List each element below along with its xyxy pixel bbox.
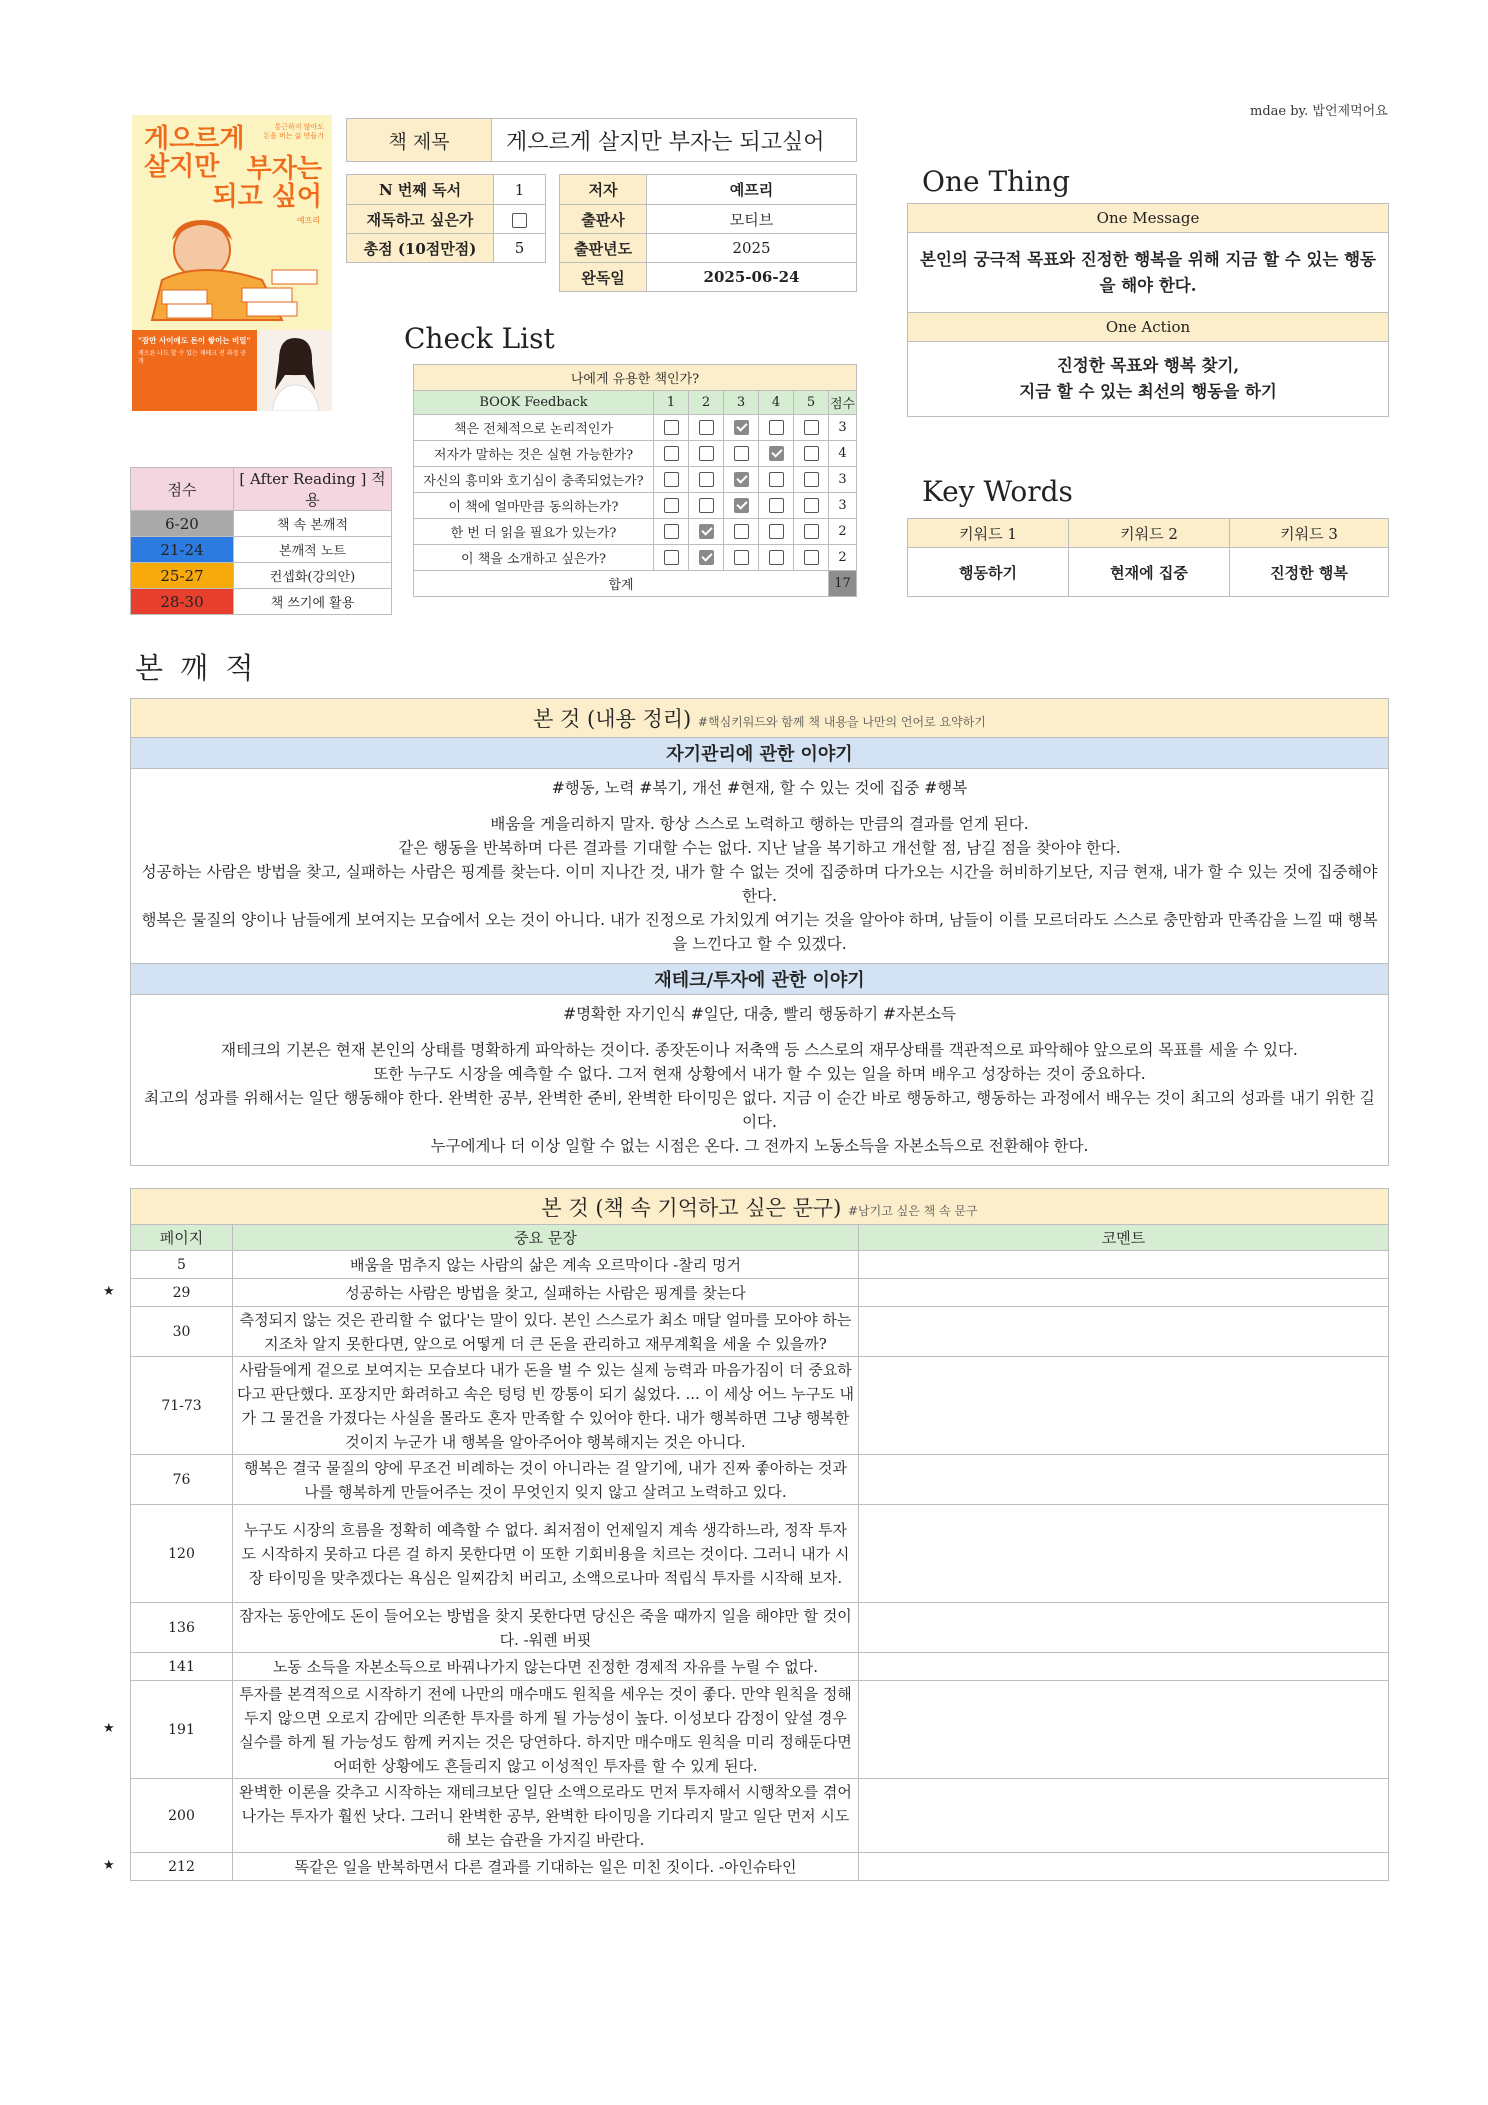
section-body: 배움을 게을리하지 말자. 항상 스스로 노력하고 행하는 만큼의 결과를 얻게 된다. 같은 행동을 반복하며 다른 결과를 기대할 수는 없다. 지난 날을 복기하고 개선할 점, 남길 점을 찾아야 한다. 성공하는 사람은 방법을 찾고, 실패하는 사람은 핑계를 찾는다. 이미 지나간 것, 내가 할 수 없는 것에 집중하며 다가오는 시간을 허비하기보단, 지금 현재, 내가 할 수 있는 것에 집중해야 한다. 행복은 물질의 양이나 남들에게 보여지는 모습에서 오는 것이 아니다. 내가 진정으로 가치있게 여기는 것을 알아야 하며, 남들이 이를 모르더라도 스스로 충만함과 만족감을 느낄 때 행복을 느낀다고 할 수 있겠다. — [141, 815, 1378, 953]
reading-stats-table — [346, 174, 546, 263]
score-legend-header: [ After Reading ] 적용 — [234, 468, 392, 511]
one-thing-table — [907, 203, 1389, 417]
quote-page: 30 — [131, 1307, 233, 1357]
checklist-total-label: 합계 — [414, 571, 829, 597]
checklist-question: 책은 전체적으로 논리적인가 — [414, 415, 654, 441]
checklist-cell[interactable] — [724, 415, 759, 441]
checklist-cell[interactable] — [759, 493, 794, 519]
checklist-cell[interactable] — [759, 519, 794, 545]
quote-row — [131, 1455, 1389, 1505]
checkbox[interactable] — [734, 446, 749, 461]
quote-page: 200 — [131, 1779, 233, 1853]
checklist-cell[interactable] — [689, 493, 724, 519]
checkbox[interactable] — [664, 524, 679, 539]
keyword-value: 현재에 집중 — [1069, 548, 1230, 597]
checklist-row — [414, 441, 857, 467]
checklist-cell[interactable] — [794, 519, 829, 545]
quote-page: 5 — [131, 1251, 233, 1279]
quote-page: 212 — [131, 1853, 233, 1881]
quote-page: 141 — [131, 1653, 233, 1681]
summary-note: #핵심키워드와 함께 책 내용을 나만의 언어로 요약하기 — [697, 715, 986, 729]
summary-table — [130, 698, 1389, 1166]
reading-count-label: N 번째 독서 — [347, 175, 494, 205]
score-legend-header: 점수 — [131, 468, 234, 511]
quote-comment[interactable] — [859, 1251, 1389, 1279]
checklist-question: 이 책을 소개하고 싶은가? — [414, 545, 654, 571]
cover-banner: "잠만 사이에도 돈이 쌓이는 비밀" — [138, 336, 251, 345]
checkbox[interactable] — [804, 498, 819, 513]
book-title-value: 게으르게 살지만 부자는 되고싶어 — [492, 119, 857, 162]
checkbox[interactable] — [804, 472, 819, 487]
publisher-value: 모티브 — [647, 205, 857, 234]
reading-count-value: 1 — [494, 175, 546, 205]
quote-text: 노동 소득을 자본소득으로 바꿔나가지 않는다면 진정한 경제적 자유를 누릴 수 없다. — [233, 1653, 859, 1681]
credit-text: mdae by. 밥언제먹어요 — [1250, 104, 1388, 119]
one-action-label: One Action — [908, 313, 1389, 342]
quote-text: 잠자는 동안에도 돈이 들어오는 방법을 찾지 못한다면 당신은 죽을 때까지 일을 해야만 할 것이다. -워렌 버핏 — [233, 1603, 859, 1653]
checkbox[interactable] — [699, 498, 714, 513]
checklist-row — [414, 519, 857, 545]
checklist-cell[interactable] — [759, 467, 794, 493]
quote-comment[interactable] — [859, 1505, 1389, 1603]
checkbox[interactable] — [769, 550, 784, 565]
quote-row — [131, 1505, 1389, 1603]
checkbox[interactable] — [734, 472, 749, 487]
quote-text: 똑같은 일을 반복하면서 다른 결과를 기대하는 일은 미친 짓이다. -아인슈타인 — [233, 1853, 859, 1881]
quote-page: 71-73 — [131, 1357, 233, 1455]
quote-page: 120 — [131, 1505, 233, 1603]
cover-author: 예프리 — [296, 216, 320, 225]
checklist-score-col: 점수 — [829, 391, 857, 415]
checkbox[interactable] — [699, 472, 714, 487]
checkbox[interactable] — [699, 524, 714, 539]
quotes-table — [130, 1188, 1389, 1881]
checklist-cell[interactable] — [654, 519, 689, 545]
checklist-cell[interactable] — [724, 493, 759, 519]
author-photo — [257, 330, 332, 411]
star-marker: ★ — [103, 1283, 115, 1299]
pub-year-value: 2025 — [647, 234, 857, 263]
score-range: 25-27 — [131, 563, 234, 589]
section-body: 재테크의 기본은 현재 본인의 상태를 명확하게 파악하는 것이다. 종잣돈이나 저축액 등 스스로의 재무상태를 객관적으로 파악해야 앞으로의 목표를 세울 수 있다. 또한 누구도 시장을 예측할 수 없다. 그저 현재 상황에서 내가 할 수 있는 일을 하며 배우고 성장하는 것이 중요하다. 최고의 성과를 위해서는 일단 행동해야 한다. 완벽한 공부, 완벽한 준비, 완벽한 타이밍은 없다. 지금 이 순간 바로 행동하고, 행동하는 과정에서 배우는 것이 최고의 성과를 내기 위한 길이다. 누구에게나 더 이상 일할 수 없는 시점은 온다. 그 전까지 노동소득을 자본소득으로 전환해야 한다. — [144, 1041, 1375, 1155]
publisher-label: 출판사 — [560, 205, 647, 234]
checklist-cell[interactable] — [689, 441, 724, 467]
checklist-cell[interactable] — [759, 441, 794, 467]
checkbox[interactable] — [769, 498, 784, 513]
checkbox[interactable] — [734, 420, 749, 435]
cover-banner-sub: 게으른 나도 할 수 있는 재테크 전 과정 공개 — [138, 350, 246, 365]
checklist-row — [414, 467, 857, 493]
pub-year-label: 출판년도 — [560, 234, 647, 263]
finish-date-value: 2025-06-24 — [647, 263, 857, 292]
quote-page: 29 — [131, 1279, 233, 1307]
quote-comment[interactable] — [859, 1307, 1389, 1357]
one-message-label: One Message — [908, 204, 1389, 233]
quote-header-text: 중요 문장 — [233, 1225, 859, 1251]
checklist-cell[interactable] — [724, 441, 759, 467]
checklist-cell[interactable] — [689, 519, 724, 545]
keyword-label: 키워드 1 — [908, 519, 1069, 548]
book-info-table — [559, 174, 857, 292]
checklist-header: 나에게 유용한 책인가? — [414, 365, 857, 391]
checklist-cell[interactable] — [724, 467, 759, 493]
one-message-text: 본인의 궁극적 목표와 진정한 행복을 위해 지금 할 수 있는 행동을 해야 한다. — [908, 233, 1389, 313]
checklist-cell[interactable] — [654, 467, 689, 493]
checkbox[interactable] — [734, 498, 749, 513]
quote-row — [131, 1603, 1389, 1653]
reread-checkbox[interactable] — [512, 213, 527, 228]
checkbox[interactable] — [699, 446, 714, 461]
section-heading: 자기관리에 관한 이야기 — [131, 738, 1389, 769]
checklist-cell[interactable] — [794, 441, 829, 467]
cover-tagline: 통근하지 않아도 돈을 버는 삶 만들기 — [263, 123, 324, 140]
checklist-total-value: 17 — [829, 571, 857, 597]
quote-text: 행복은 결국 물질의 양에 무조건 비례하는 것이 아니라는 걸 알기에, 내가 진짜 좋아하는 것과 나를 행복하게 만들어주는 것이 무엇인지 잊지 않고 살려고 노력하고 있다. — [233, 1455, 859, 1505]
checklist-question: 한 번 더 읽을 필요가 있는가? — [414, 519, 654, 545]
checkbox[interactable] — [769, 472, 784, 487]
checkbox[interactable] — [804, 550, 819, 565]
checklist-cell[interactable] — [759, 545, 794, 571]
keyword-label: 키워드 3 — [1230, 519, 1389, 548]
checklist-question: 이 책에 얼마만큼 동의하는가? — [414, 493, 654, 519]
checklist-cell[interactable] — [654, 415, 689, 441]
quote-comment[interactable] — [859, 1455, 1389, 1505]
one-thing-title: One Thing — [922, 165, 1071, 198]
quote-row — [131, 1357, 1389, 1455]
checkbox[interactable] — [699, 420, 714, 435]
checklist-cell[interactable] — [654, 545, 689, 571]
checkbox[interactable] — [734, 524, 749, 539]
quote-comment[interactable] — [859, 1853, 1389, 1881]
book-cover — [132, 115, 332, 411]
checklist-row — [414, 415, 857, 441]
checklist-table — [413, 364, 857, 597]
keywords-table — [907, 518, 1389, 597]
checklist-col: 4 — [759, 391, 794, 415]
total-score-label: 총점 (10점만점) — [347, 234, 494, 263]
quotes-title: 본 것 (책 속 기억하고 싶은 문구) — [541, 1195, 842, 1220]
checklist-cell[interactable] — [654, 493, 689, 519]
checkbox[interactable] — [734, 550, 749, 565]
bonkkaejeok-title: 본 깨 적 — [135, 651, 258, 685]
checklist-cell[interactable] — [794, 415, 829, 441]
one-action-text: 진정한 목표와 행복 찾기, 지금 할 수 있는 최선의 행동을 하기 — [908, 342, 1389, 417]
quote-text: 사람들에게 겉으로 보여지는 모습보다 내가 돈을 벌 수 있는 실제 능력과 마음가짐이 더 중요하다고 판단했다. 포장지만 화려하고 속은 텅텅 빈 깡통이 되기 싫었다. ... 이 세상 어느 누구도 내가 그 물건을 가졌다는 사실을 몰라도 혼자 만족할 수 있어야 한다. 내가 행복하면 그냥 행복한 것이지 누군가 내 행복을 알아주어야 행복해지는 것은 아니다. — [233, 1357, 859, 1455]
score-action: 책 쓰기에 활용 — [234, 589, 392, 615]
score-range: 21-24 — [131, 537, 234, 563]
checklist-score: 3 — [829, 493, 857, 519]
checkbox[interactable] — [664, 472, 679, 487]
checkbox[interactable] — [769, 524, 784, 539]
checklist-col-title: BOOK Feedback — [414, 391, 654, 415]
cover-illustration — [132, 210, 332, 330]
checklist-question: 자신의 흥미와 호기심이 충족되었는가? — [414, 467, 654, 493]
quote-text: 완벽한 이론을 갖추고 시작하는 재테크보단 일단 소액으로라도 먼저 투자해서 시행착오를 겪어나가는 투자가 훨씬 낫다. 그러니 완벽한 공부, 완벽한 타이밍을 기다리지 말고 일단 먼저 시도해 보는 습관을 가지길 바란다. — [233, 1779, 859, 1853]
quote-text: 성공하는 사람은 방법을 찾고, 실패하는 사람은 핑계를 찾는다 — [233, 1279, 859, 1307]
keyword-value: 진정한 행복 — [1230, 548, 1389, 597]
checkbox[interactable] — [769, 446, 784, 461]
section-tags: #명확한 자기인식 #일단, 대충, 빨리 행동하기 #자본소득 — [563, 1005, 956, 1023]
checklist-cell[interactable] — [654, 441, 689, 467]
checklist-row — [414, 493, 857, 519]
score-legend-table — [130, 467, 392, 615]
star-marker: ★ — [103, 1857, 115, 1873]
checkbox[interactable] — [804, 420, 819, 435]
quote-text: 누구도 시장의 흐름을 정확히 예측할 수 없다. 최저점이 언제일지 계속 생각하느라, 정작 투자도 시작하지 못하고 다른 걸 하지 못한다면 이 또한 기회비용을 치르는 것이다. 그러니 내가 시장 타이밍을 맞추겠다는 욕심은 일찌감치 버리고, 소액으로나마 적립식 투자를 시작해 보자. — [233, 1505, 859, 1603]
checklist-score: 2 — [829, 545, 857, 571]
checkbox[interactable] — [804, 524, 819, 539]
checklist-cell[interactable] — [759, 415, 794, 441]
quote-row — [131, 1653, 1389, 1681]
checklist-cell[interactable] — [724, 545, 759, 571]
checkbox[interactable] — [664, 446, 679, 461]
checklist-score: 3 — [829, 467, 857, 493]
checklist-cell[interactable] — [794, 545, 829, 571]
checklist-col: 5 — [794, 391, 829, 415]
section-heading: 재테크/투자에 관한 이야기 — [131, 964, 1389, 995]
quote-row — [131, 1251, 1389, 1279]
checklist-cell[interactable] — [794, 467, 829, 493]
quote-page: 191 — [131, 1681, 233, 1779]
quotes-note: #남기고 싶은 책 속 문구 — [847, 1203, 978, 1218]
checklist-question: 저자가 말하는 것은 실현 가능한가? — [414, 441, 654, 467]
checklist-cell[interactable] — [689, 415, 724, 441]
quote-comment[interactable] — [859, 1653, 1389, 1681]
cover-title-line: 게으르게 — [144, 124, 245, 154]
reread-checkbox-cell[interactable] — [494, 205, 546, 234]
checklist-cell[interactable] — [794, 493, 829, 519]
checklist-col: 1 — [654, 391, 689, 415]
summary-title: 본 것 (내용 정리) — [533, 707, 692, 731]
checkbox[interactable] — [664, 498, 679, 513]
cover-title-line: 부자는 — [246, 154, 322, 184]
checklist-cell[interactable] — [724, 519, 759, 545]
checklist-cell[interactable] — [689, 467, 724, 493]
total-score-value: 5 — [494, 234, 546, 263]
score-action: 컨셉화(강의안) — [234, 563, 392, 589]
reread-label: 재독하고 싶은가 — [347, 205, 494, 234]
score-action: 책 속 본깨적 — [234, 511, 392, 537]
quote-comment[interactable] — [859, 1603, 1389, 1653]
checkbox[interactable] — [769, 420, 784, 435]
quote-page: 76 — [131, 1455, 233, 1505]
keyword-label: 키워드 2 — [1069, 519, 1230, 548]
checklist-score: 2 — [829, 519, 857, 545]
quote-text: 측정되지 않는 것은 관리할 수 없다'는 말이 있다. 본인 스스로가 최소 매달 얼마를 모아야 하는지조차 알지 못한다면, 앞으로 어떻게 더 큰 돈을 관리하고 재무계획을 세울 수 있을까? — [233, 1307, 859, 1357]
cover-title-line: 살지만 — [144, 152, 220, 182]
quote-comment[interactable] — [859, 1681, 1389, 1779]
cover-title-line: 되고 싶어 — [212, 182, 322, 212]
checklist-col: 2 — [689, 391, 724, 415]
checkbox[interactable] — [804, 446, 819, 461]
quote-page: 136 — [131, 1603, 233, 1653]
quote-row — [131, 1307, 1389, 1357]
author-label: 저자 — [560, 175, 647, 205]
book-title-label: 책 제목 — [347, 119, 492, 162]
quote-row — [131, 1853, 1389, 1881]
keyword-value: 행동하기 — [908, 548, 1069, 597]
quote-row — [131, 1779, 1389, 1853]
score-range: 6-20 — [131, 511, 234, 537]
quote-row — [131, 1681, 1389, 1779]
keywords-title: Key Words — [922, 475, 1073, 508]
checklist-cell[interactable] — [689, 545, 724, 571]
star-marker: ★ — [103, 1720, 115, 1736]
checklist-score: 4 — [829, 441, 857, 467]
quote-header-comment: 코멘트 — [859, 1225, 1389, 1251]
finish-date-label: 완독일 — [560, 263, 647, 292]
checkbox[interactable] — [699, 550, 714, 565]
checkbox[interactable] — [664, 550, 679, 565]
quote-header-page: 페이지 — [131, 1225, 233, 1251]
checklist-row — [414, 545, 857, 571]
quote-comment[interactable] — [859, 1279, 1389, 1307]
author-value: 예프리 — [647, 175, 857, 205]
quote-row — [131, 1279, 1389, 1307]
section-tags: #행동, 노력 #복기, 개선 #현재, 할 수 있는 것에 집중 #행복 — [551, 779, 968, 797]
checklist-col: 3 — [724, 391, 759, 415]
checklist-title: Check List — [404, 322, 555, 355]
quote-text: 투자를 본격적으로 시작하기 전에 나만의 매수매도 원칙을 세우는 것이 좋다. 만약 원칙을 정해두지 않으면 오로지 감에만 의존한 투자를 하게 될 가능성이 높다. 이성보다 감정이 앞설 경우 실수를 하게 될 가능성도 함께 커지는 것은 당연하다. 하지만 매수매도 원칙을 미리 정해둔다면 어떠한 상황에도 흔들리지 않고 이성적인 투자를 할 수 있게 된다. — [233, 1681, 859, 1779]
score-range: 28-30 — [131, 589, 234, 615]
score-action: 본깨적 노트 — [234, 537, 392, 563]
quotes-area — [0, 1188, 1488, 1908]
quote-comment[interactable] — [859, 1779, 1389, 1853]
checklist-score: 3 — [829, 415, 857, 441]
checkbox[interactable] — [664, 420, 679, 435]
book-title-table — [346, 118, 857, 162]
quote-text: 배움을 멈추지 않는 사람의 삶은 계속 오르막이다 -찰리 멍거 — [233, 1251, 859, 1279]
quote-comment[interactable] — [859, 1357, 1389, 1455]
